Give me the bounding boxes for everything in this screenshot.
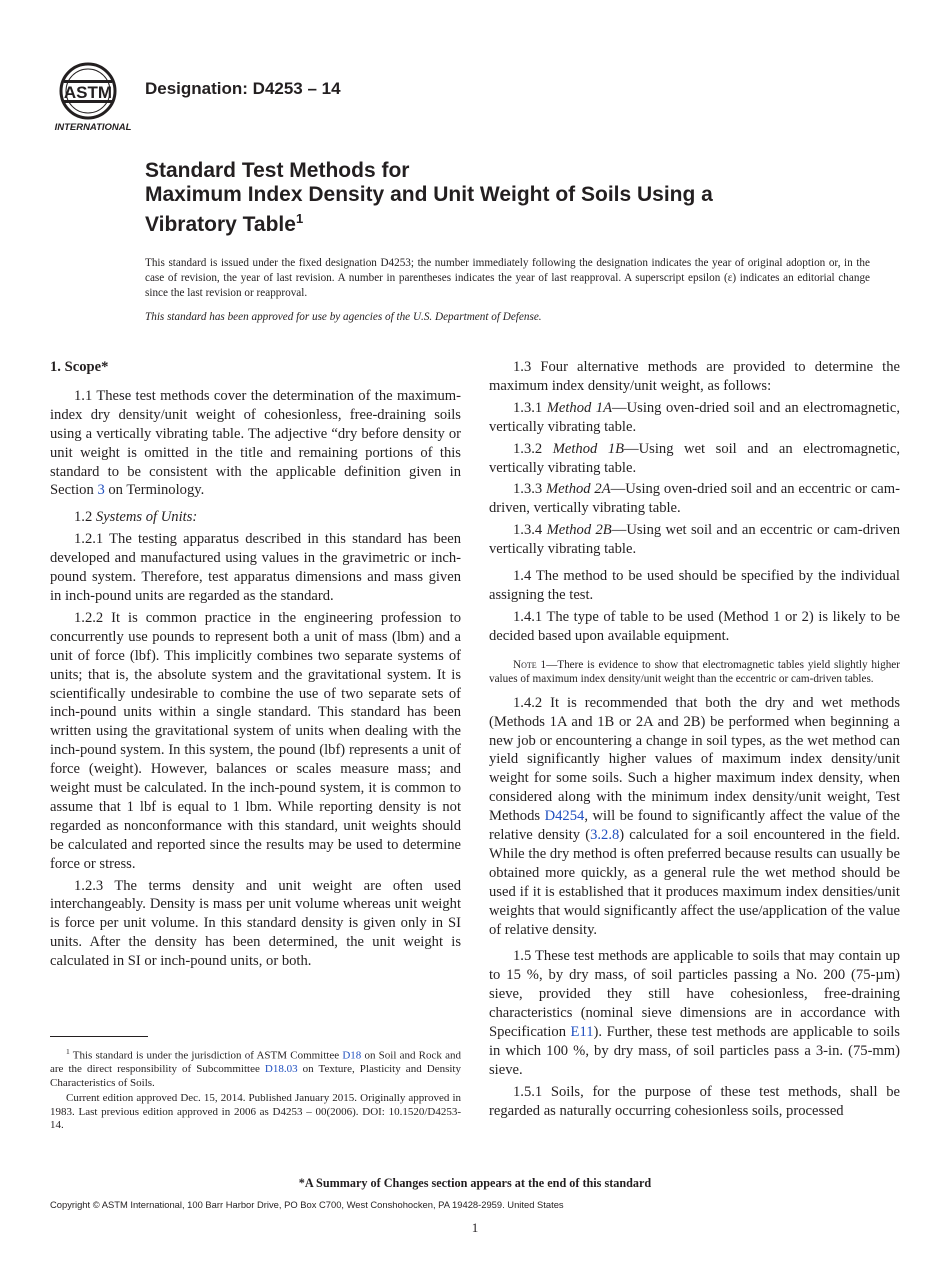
footnote-edition: Current edition approved Dec. 15, 2014. Published January 2015. Originally approved in 1983. Last previous edition approved in 2006 as D4253 – 00(2006). DOI: 10.1520/D4253-14. (50, 1092, 461, 1132)
paragraph-text: ). Further, these test methods are applicable to soils in which 100 %, by dry mass, of soil particles pass a 3-in. (75-mm) sieve. (489, 1024, 900, 1078)
title-line-3 (145, 207, 865, 237)
paragraph-subtitle: Systems of Units: (95, 509, 198, 526)
approval-statement: This standard has been approved for use by agencies of the U.S. Department of Defense. (145, 311, 542, 323)
summary-of-changes-note: *A Summary of Changes section appears at the end of this standard (298, 1176, 652, 1190)
paragraph-1-3-4 (489, 521, 900, 559)
method-name: Method 1A (546, 399, 613, 416)
logo-subtext: INTERNATIONAL (54, 122, 132, 133)
footnote-text: This standard is under the jurisdiction of ASTM Committee (69, 1049, 343, 1062)
logo-text: ASTM (63, 83, 113, 102)
paragraph-1-1 (50, 387, 461, 500)
link-subcommittee-d18-03[interactable]: D18.03 (264, 1063, 298, 1076)
page-number: 1 (471, 1220, 479, 1235)
method-name: Method 2A (546, 481, 611, 498)
note-1 (489, 658, 900, 686)
footnote-text: on Soil and Rock and are the direct responsibility of Subcommittee (50, 1049, 461, 1076)
footnote (50, 1045, 461, 1133)
paragraph-1-3-3 (489, 480, 900, 518)
paragraph-number: 1.3.3 (513, 481, 547, 498)
method-name: Method 1B (552, 440, 625, 457)
right-column (489, 358, 900, 1121)
title-line-1: Standard Test Methods for (145, 159, 410, 182)
paragraph-1-3: 1.3 Four alternative methods are provided to determine the maximum index density/unit weight, as follows: (489, 359, 900, 394)
link-section-3-2-8[interactable]: 3.2.8 (590, 827, 620, 844)
paragraph-text: —Using oven-dried soil and an eccentric or cam-driven, vertically vibrating table. (489, 481, 900, 517)
link-committee-d18[interactable]: D18 (342, 1049, 362, 1062)
paragraph-1-2-1: 1.2.1 The testing apparatus described in this standard has been developed and manufactured using values in the gravimetric or inch-pound system. Therefore, test apparatus dimensions and mass given in inch-pound units are regarded as the standard. (50, 531, 461, 604)
paragraph-1-3-2 (489, 440, 900, 478)
left-column (50, 358, 461, 971)
footnote-jurisdiction (50, 1045, 461, 1090)
astm-logo (50, 58, 136, 136)
paragraph-text: 1.1 These test methods cover the determination of the maximum-index dry density/unit weight of cohesionless, free-draining soils using a vertically vibrating table. The adjective “dry before density or unit weight is omitted in the title and remaining portions of this standard to be consistent with the applicable definition given in Section (50, 387, 461, 499)
section-heading-scope: 1. Scope* (50, 359, 109, 375)
paragraph-number: 1.2 (74, 509, 96, 526)
paragraph-1-2-3: 1.2.3 The terms density and unit weight are often used interchangeably. Density is mass per unit volume whereas unit weight is force per unit volume. In this standard density is given only in SI units. After the density has been determined, the unit weight is calculated in SI or inch-pound units, or both. (50, 877, 461, 970)
copyright: Copyright © ASTM International, 100 Barr Harbor Drive, PO Box C700, West Conshohocken, PA 19428-2959. United States (50, 1199, 564, 1210)
paragraph-1-4-2 (489, 694, 900, 940)
paragraph-1-4-1: 1.4.1 The type of table to be used (Method 1 or 2) is likely to be decided based upon available equipment. (489, 608, 900, 644)
link-d4254[interactable]: D4254 (544, 808, 585, 825)
paragraph-text: —Using wet soil and an eccentric or cam-driven vertically vibrating table. (489, 522, 900, 558)
paragraph-1-2 (50, 508, 461, 527)
paragraph-number: 1.3.4 (513, 522, 547, 539)
title-footnote-mark: 1 (295, 211, 304, 226)
paragraph-text: , will be found to significantly affect the value of the relative density ( (489, 808, 901, 844)
paragraph-text: on Terminology. (104, 482, 205, 499)
paragraph-number: 1.3.2 (513, 440, 553, 457)
paragraph-1-5-1: 1.5.1 Soils, for the purpose of these test methods, shall be regarded as naturally occurring cohesionless soils, processed (489, 1083, 900, 1119)
link-e11[interactable]: E11 (570, 1024, 594, 1041)
paragraph-text: —Using oven-dried soil and an electromagnetic, vertically vibrating table. (489, 399, 900, 435)
footnote-text: on Texture, Plasticity and Density Characteristics of Soils. (50, 1063, 461, 1089)
issuance-statement: This standard is issued under the fixed designation D4253; the number immediately following the designation indicates the year of original adoption or, in the case of revision, the year of last revision. A number in parentheses indicates the year of last reapproval. A superscript epsilon (ε) indicates an editorial change since the last revision or reapproval. (145, 257, 870, 299)
footnote-mark: 1 (66, 1047, 70, 1056)
paragraph-number: 1.3.1 (513, 399, 547, 416)
link-section-3[interactable]: 3 (97, 482, 105, 499)
footnote-divider (50, 1036, 148, 1037)
paragraph-1-5 (489, 947, 900, 1079)
paragraph-1-4: 1.4 The method to be used should be specified by the individual assigning the test. (489, 568, 900, 603)
paragraph-1-2-2: 1.2.2 It is common practice in the engineering profession to concurrently use pounds to represent both a unit of mass (lbm) and a unit of force (lbf). This implicitly combines two separate systems of units; that is, the absolute system and the gravitational system. It is scientifically undesirable to combine the use of two separate sets of inch-pound units within a single standard. This standard has been written using the gravitational system of units when dealing with the inch-pound system. In this system, the pound (lbf) represents a unit of force (weight). However, balances or scales measure mass; and weight must be calculated. In the inch-pound system, it is common to assume that 1 lbf is equal to 1 lbm. While reporting density is not regarded as nonconformance with this standard, unit weights should be calculated and reported since the results may be used to determine force or stress. (50, 609, 461, 872)
paragraph-text: 1.4.2 It is recommended that both the dry and wet methods (Methods 1A and 1B or 2A and 2B) be performed when beginning a new job or encountering a change in soil types, as the wet method can yield significantly higher values of maximum index density/unit weight for some soils. Such a higher maximum index density, when considered along with the minimum index density/unit weight, Test Methods (489, 694, 900, 825)
paragraph-1-3-1 (489, 399, 900, 437)
title-line-2: Maximum Index Density and Unit Weight of Soils Using a (145, 183, 713, 206)
title-line-3-text: Vibratory Table (145, 213, 296, 236)
paragraph-text: —Using wet soil and an electromagnetic, vertically vibrating table. (489, 440, 900, 476)
paragraph-text: ) calculated for a soil encountered in the field. While the dry method is often preferred because results can usually be obtained more quickly, as a general rule the wet method should be used if it is established that it produces maximum index densities/unit weights that would significantly affect the use/application of the value of relative density. (489, 827, 900, 938)
designation: Designation: D4253 – 14 (145, 79, 341, 98)
method-name: Method 2B (546, 522, 612, 539)
document-title (145, 159, 865, 237)
note-label: Note (513, 658, 537, 671)
note-text: 1—There is evidence to show that electromagnetic tables yield slightly higher values of maximum index density/unit weight than the eccentric or cam-driven tables. (489, 658, 900, 685)
paragraph-text: 1.5 These test methods are applicable to soils that may contain up to 15 %, by dry mass, of soil particles passing a No. 200 (75-µm) sieve, provided they still have cohesionless, free-draining characteristics (nominal sieve dimensions are in accordance with Specification (489, 948, 900, 1041)
